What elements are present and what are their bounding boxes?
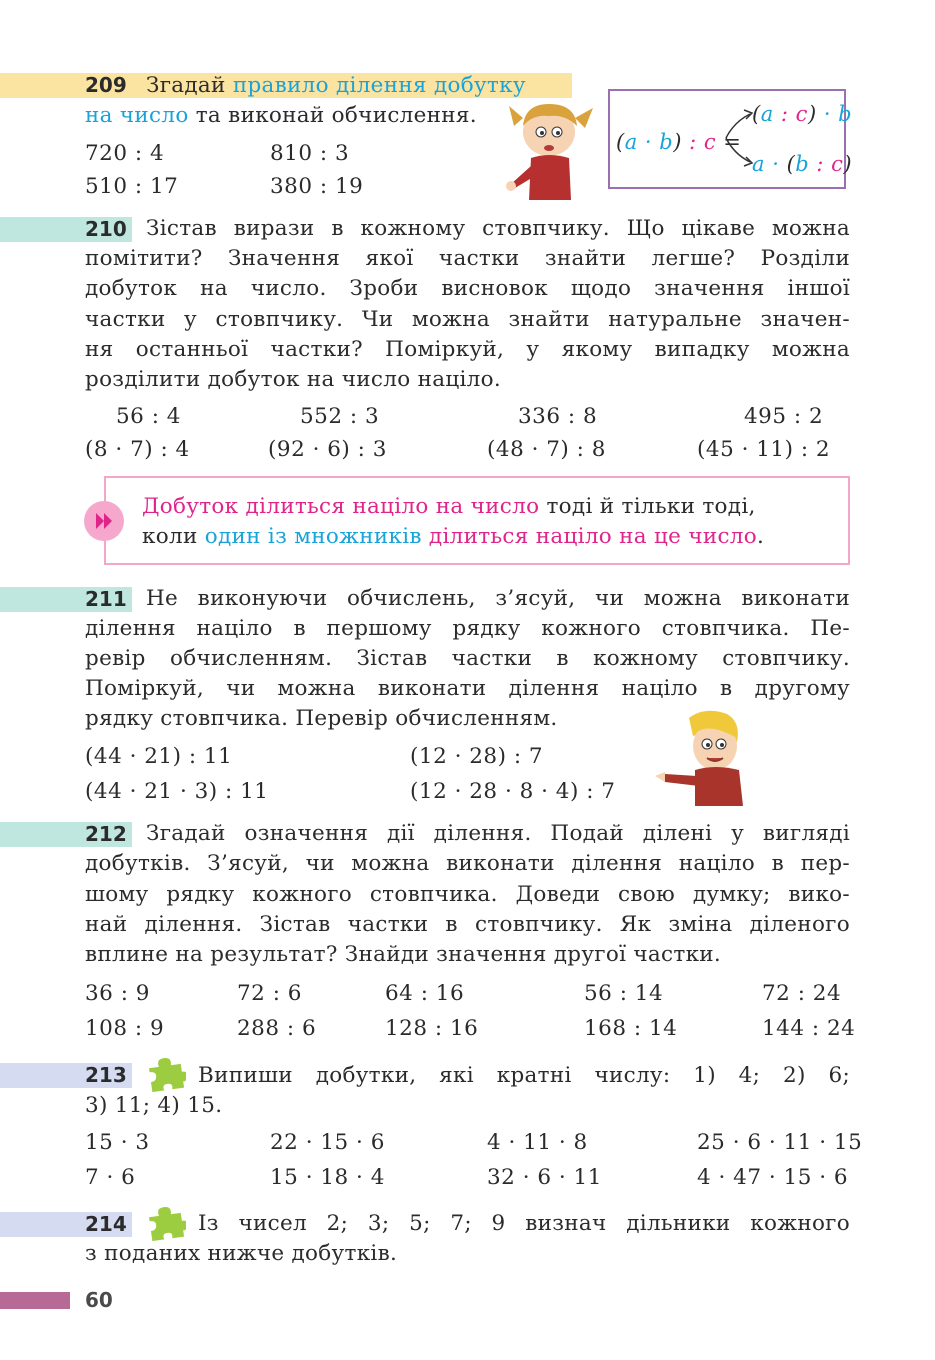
- girl-illustration: [505, 96, 605, 204]
- task-210-line: добуток на число. Зроби висновок щодо значення іншої: [85, 276, 850, 301]
- task-210-line: помітити? Значення якої частки знайти легше? Розділи: [85, 246, 850, 271]
- task-210-expr: 56 : 4: [116, 404, 181, 429]
- task-210-expr: 552 : 3: [300, 404, 380, 429]
- task-213-expr: 15 · 18 · 4: [270, 1165, 385, 1190]
- formula-left: (a · b) : c =: [616, 130, 742, 154]
- task-211-expr: (12 · 28 · 8 · 4) : 7: [410, 779, 616, 804]
- task-213-expr: 4 · 11 · 8: [487, 1130, 588, 1155]
- task-212-expr: 64 : 16: [385, 981, 465, 1006]
- task-213-expr: 4 · 47 · 15 · 6: [697, 1165, 849, 1190]
- task-210-expr: (8 · 7) : 4: [85, 437, 190, 462]
- rule-marker-icon: [84, 501, 124, 541]
- task-212-expr: 128 : 16: [385, 1016, 479, 1041]
- task-211-line: рядку стовпчика. Перевір обчисленням.: [85, 706, 558, 731]
- task-209-expr: 810 : 3: [270, 141, 350, 166]
- task-210-line: частки у стовпчику. Чи можна знайти натуральне значен-: [85, 307, 850, 332]
- task-212-line: най ділення. Зістав частки в стовпчику. Як зміна діленого: [85, 912, 850, 937]
- task-210-line: ня останньої частки? Поміркуй, у якому випадку можна: [85, 337, 850, 362]
- task-212-line: шому рядку кожного стовпчика. Доведи свою думку; вико-: [85, 882, 850, 907]
- task-213-expr: 22 · 15 · 6: [270, 1130, 385, 1155]
- task-213-number: 213: [85, 1063, 127, 1087]
- task-211-expr: (44 · 21 · 3) : 11: [85, 779, 269, 804]
- boy-illustration: [655, 706, 750, 808]
- task-210-number: 210: [85, 217, 127, 241]
- task-212-expr: 72 : 24: [762, 981, 842, 1006]
- page-number: 60: [85, 1288, 113, 1312]
- task-214-number: 214: [85, 1212, 127, 1236]
- task-213-line-2: 3) 11; 4) 15.: [85, 1093, 223, 1118]
- task-211-line: Поміркуй, чи можна виконати ділення націло в другому: [85, 676, 850, 701]
- task-212-line: добутків. З’ясуй, чи можна виконати ділення націло в пер-: [85, 851, 850, 876]
- task-211-expr: (44 · 21) : 11: [85, 744, 233, 769]
- task-213-expr: 15 · 3: [85, 1130, 150, 1155]
- double-arrow-icon: [84, 501, 124, 541]
- task-212-expr: 288 : 6: [237, 1016, 317, 1041]
- task-210-line: Зістав вирази в кожному стовпчику. Що цікаве можна: [146, 216, 850, 241]
- task-214-line-1: Із чисел 2; 3; 5; 7; 9 визнач дільники кожного: [198, 1211, 850, 1236]
- task-209-expr: 380 : 19: [270, 174, 364, 199]
- task-210-expr: (48 · 7) : 8: [487, 437, 606, 462]
- task-212-expr: 56 : 14: [584, 981, 664, 1006]
- task-211-line: ділення націло в першому рядку кожного стовпчика. Пе-: [85, 616, 850, 641]
- task-212-expr: 144 : 24: [762, 1016, 856, 1041]
- task-212-line: Згадай означення дії ділення. Подай ділені у вигляді: [146, 821, 850, 846]
- task-212-number: 212: [85, 822, 127, 846]
- task-214-line-2: з поданих нижче добутків.: [85, 1241, 398, 1266]
- task-212-expr: 72 : 6: [237, 981, 302, 1006]
- task-210-expr: 336 : 8: [518, 404, 598, 429]
- task-212-line: вплине на результат? Знайди значення другої частки.: [85, 942, 722, 967]
- task-209-expr: 720 : 4: [85, 141, 165, 166]
- task-213-expr: 32 · 6 · 11: [487, 1165, 602, 1190]
- task-209-expr: 510 : 17: [85, 174, 179, 199]
- rule-line-2: коли один із множників ділиться націло на це число.: [142, 524, 765, 549]
- task-211-expr: (12 · 28) : 7: [410, 744, 544, 769]
- task-209-line-2: на число та виконай обчислення.: [85, 103, 477, 128]
- formula-top: (a : c) · b: [752, 102, 853, 126]
- task-211-line: ревір обчисленням. Зістав частки в кожному стовпчику.: [85, 646, 850, 671]
- task-210-line: розділити добуток на число націло.: [85, 367, 501, 392]
- task-212-expr: 36 : 9: [85, 981, 150, 1006]
- rule-line-1: Добуток ділиться націло на число тоді й тільки тоді,: [142, 494, 756, 519]
- task-212-expr: 168 : 14: [584, 1016, 678, 1041]
- task-213-expr: 25 · 6 · 11 · 15: [697, 1130, 863, 1155]
- formula-arrows: [722, 100, 756, 170]
- task-211-number: 211: [85, 587, 127, 611]
- puzzle-icon: [146, 1205, 186, 1241]
- task-213-line-1: Випиши добутки, які кратні числу: 1) 4; 2) 6;: [198, 1063, 850, 1088]
- formula-bottom: a · (b : c): [752, 152, 853, 176]
- task-210-expr: (92 · 6) : 3: [268, 437, 387, 462]
- task-210-expr: 495 : 2: [744, 404, 824, 429]
- page-tab: [0, 1292, 70, 1309]
- task-209-line-1: Згадай правило ділення добутку: [146, 73, 526, 98]
- task-209-number: 209: [85, 73, 127, 97]
- task-213-expr: 7 · 6: [85, 1165, 136, 1190]
- task-211-line: Не виконуючи обчислень, з’ясуй, чи можна виконати: [146, 586, 850, 611]
- task-210-expr: (45 · 11) : 2: [697, 437, 831, 462]
- task-212-expr: 108 : 9: [85, 1016, 165, 1041]
- puzzle-icon: [146, 1056, 186, 1092]
